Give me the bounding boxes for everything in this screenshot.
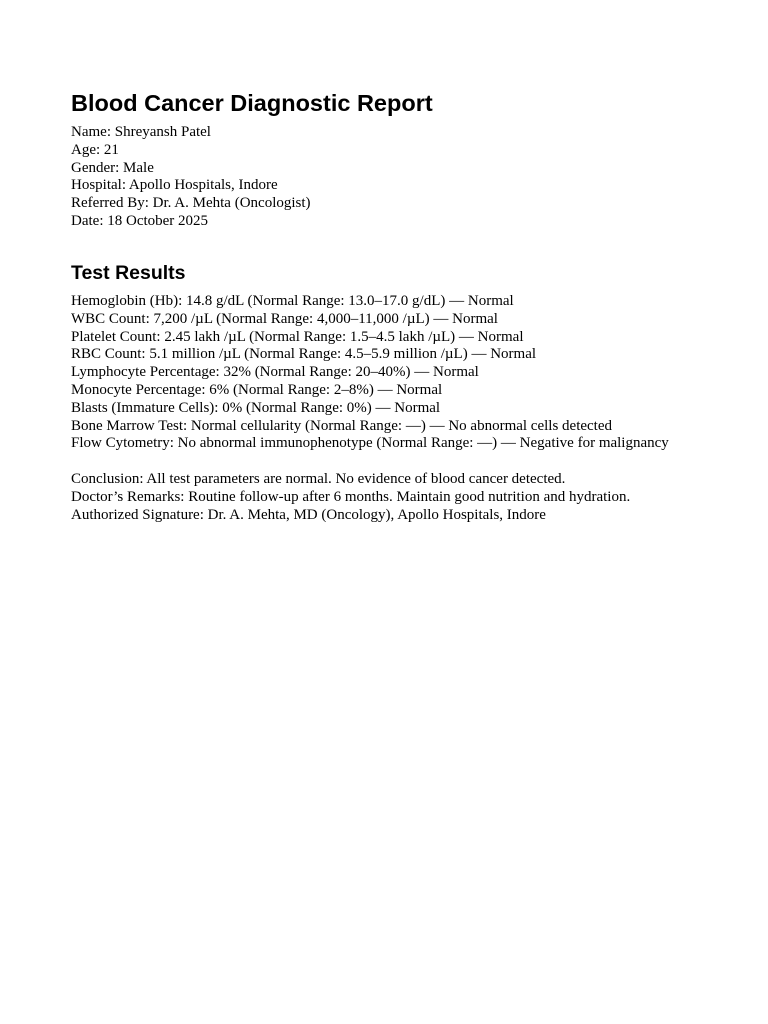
result-monocyte-percentage: Monocyte Percentage: 6% (Normal Range: 2–8%) — Normal xyxy=(71,381,443,398)
conclusion: Conclusion: All test parameters are normal. No evidence of blood cancer detected. xyxy=(71,471,566,487)
result-bone-marrow: Bone Marrow Test: Normal cellularity (Normal Range: —) — No abnormal cells detected xyxy=(71,417,613,434)
report-title: Blood Cancer Diagnostic Report xyxy=(71,90,433,116)
result-platelet-count: Platelet Count: 2.45 lakh /µL (Normal Range: 1.5–4.5 lakh /µL) — Normal xyxy=(71,328,524,345)
result-rbc-count: RBC Count: 5.1 million /µL (Normal Range: 4.5–5.9 million /µL) — Normal xyxy=(71,346,537,363)
patient-age: Age: 21 xyxy=(71,141,119,158)
authorized-signature: Authorized Signature: Dr. A. Mehta, MD (Oncology), Apollo Hospitals, Indore xyxy=(71,506,546,523)
result-lymphocyte-percentage: Lymphocyte Percentage: 32% (Normal Range: 20–40%) — Normal xyxy=(71,364,479,381)
test-results-list xyxy=(71,293,669,453)
result-blasts: Blasts (Immature Cells): 0% (Normal Range: 0%) — Normal xyxy=(71,399,441,416)
result-hemoglobin: Hemoglobin (Hb): 14.8 g/dL (Normal Range: 13.0–17.0 g/dL) — Normal xyxy=(71,293,514,309)
result-flow-cytometry: Flow Cytometry: No abnormal immunophenotype (Normal Range: —) — Negative for malignancy xyxy=(71,435,669,452)
report-summary xyxy=(71,471,630,524)
referring-doctor: Referred By: Dr. A. Mehta (Oncologist) xyxy=(71,195,311,212)
patient-details xyxy=(71,124,311,231)
test-results-heading: Test Results xyxy=(71,262,186,284)
report-date: Date: 18 October 2025 xyxy=(71,212,209,229)
patient-hospital: Hospital: Apollo Hospitals, Indore xyxy=(71,177,278,194)
doctor-remarks: Doctor’s Remarks: Routine follow-up after 6 months. Maintain good nutrition and hydration. xyxy=(71,488,631,505)
patient-gender: Gender: Male xyxy=(71,159,154,176)
result-wbc-count: WBC Count: 7,200 /µL (Normal Range: 4,000–11,000 /µL) — Normal xyxy=(71,310,498,327)
patient-name: Name: Shreyansh Patel xyxy=(71,124,211,140)
